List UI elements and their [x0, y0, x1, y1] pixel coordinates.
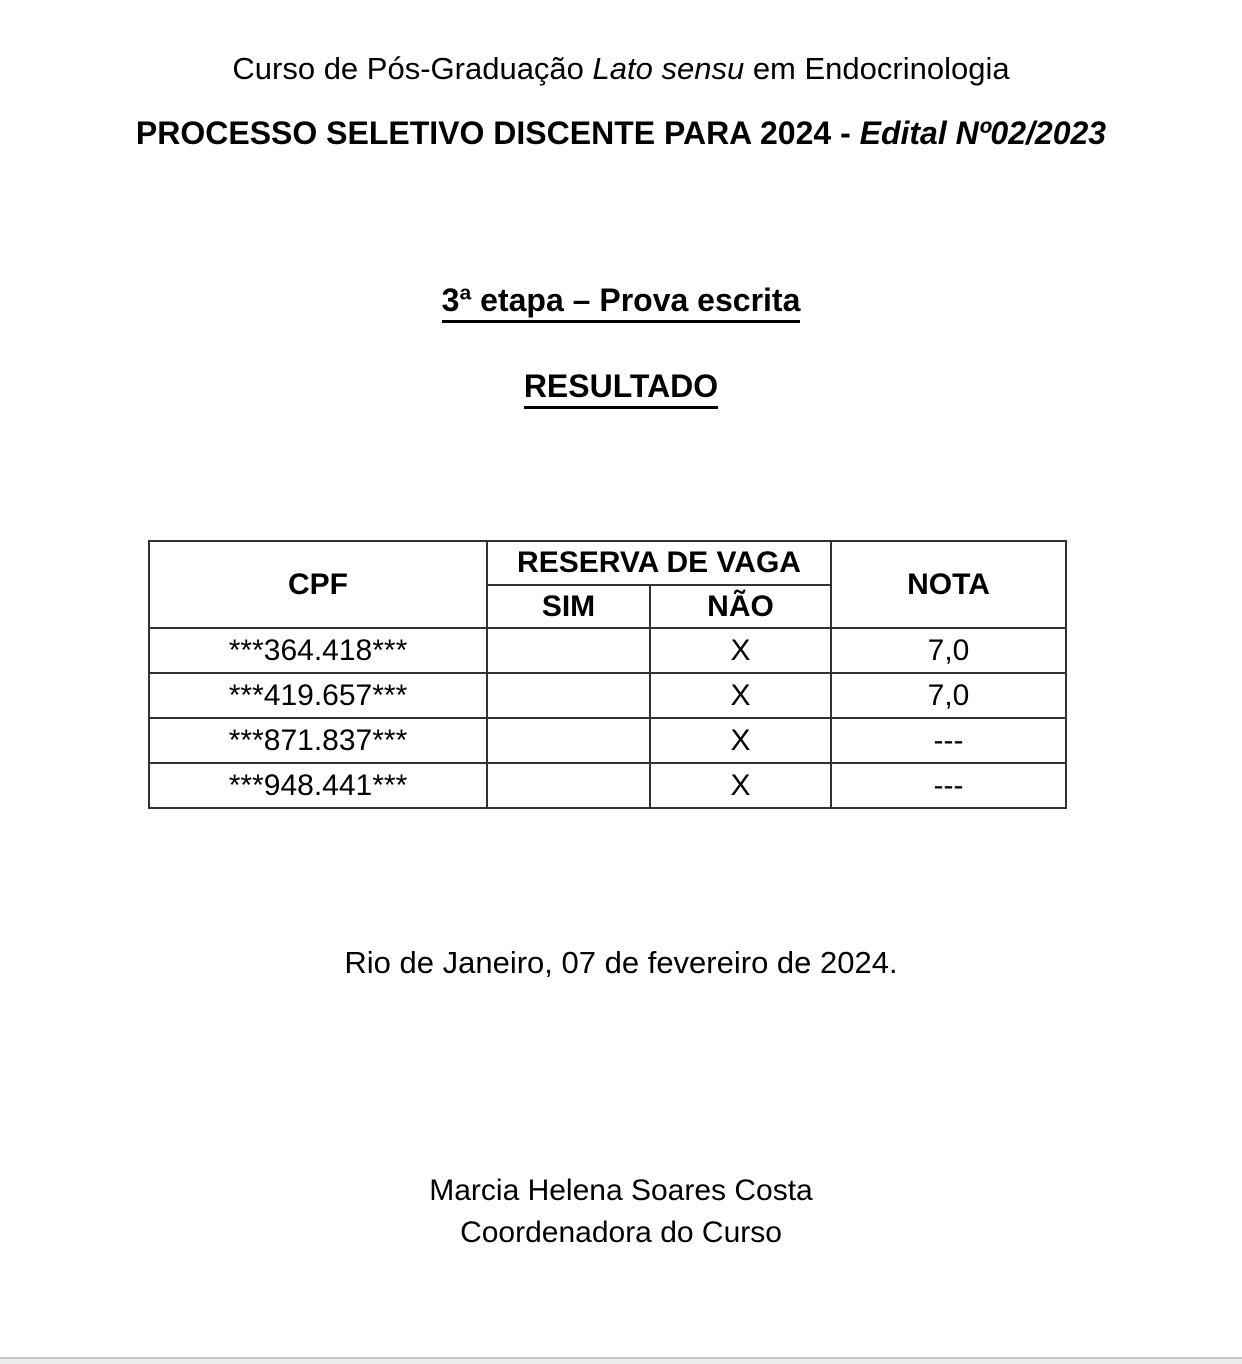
results-table [148, 540, 1067, 809]
result-heading-text: RESULTADO [524, 368, 718, 409]
page-bottom-edge [0, 1357, 1242, 1364]
cell-nota: --- [831, 763, 1066, 808]
cell-cpf: ***419.657*** [149, 673, 487, 718]
stage-heading [0, 280, 1242, 320]
process-title [0, 114, 1242, 152]
cell-reserva-nao: X [650, 673, 831, 718]
cell-reserva-sim [487, 763, 650, 808]
col-header-nao: NÃO [650, 585, 831, 628]
col-header-reserva-de-vaga: RESERVA DE VAGA [487, 541, 831, 585]
table-row [149, 673, 1066, 718]
table-row [149, 628, 1066, 673]
cell-reserva-nao: X [650, 718, 831, 763]
course-title-suffix: em Endocrinologia [744, 51, 1010, 86]
course-title-prefix: Curso de Pós-Graduação [232, 51, 593, 86]
process-title-prefix: PROCESSO SELETIVO DISCENTE PARA 2024 - [135, 115, 860, 151]
cell-nota: --- [831, 718, 1066, 763]
result-heading [0, 366, 1242, 406]
stage-heading-text: 3ª etapa – Prova escrita [442, 282, 801, 323]
signature-name: Marcia Helena Soares Costa [429, 1174, 813, 1207]
cell-reserva-sim [487, 718, 650, 763]
cell-nota: 7,0 [831, 628, 1066, 673]
cell-reserva-sim [487, 673, 650, 718]
table-row [149, 763, 1066, 808]
course-title [0, 50, 1242, 88]
cell-nota: 7,0 [831, 673, 1066, 718]
process-title-edital: Edital Nº02/2023 [859, 115, 1107, 151]
cell-cpf: ***364.418*** [149, 628, 487, 673]
col-header-nota: NOTA [831, 541, 1066, 628]
date-line: Rio de Janeiro, 07 de fevereiro de 2024. [344, 945, 898, 980]
cell-reserva-nao: X [650, 628, 831, 673]
cell-cpf: ***871.837*** [149, 718, 487, 763]
signature-role: Coordenadora do Curso [460, 1216, 782, 1249]
cell-reserva-sim [487, 628, 650, 673]
course-title-italic: Lato sensu [592, 51, 745, 86]
cell-cpf: ***948.441*** [149, 763, 487, 808]
table-row [149, 718, 1066, 763]
signature-block [0, 1170, 1242, 1254]
col-header-cpf: CPF [149, 541, 487, 628]
cell-reserva-nao: X [650, 763, 831, 808]
col-header-sim: SIM [487, 585, 650, 628]
